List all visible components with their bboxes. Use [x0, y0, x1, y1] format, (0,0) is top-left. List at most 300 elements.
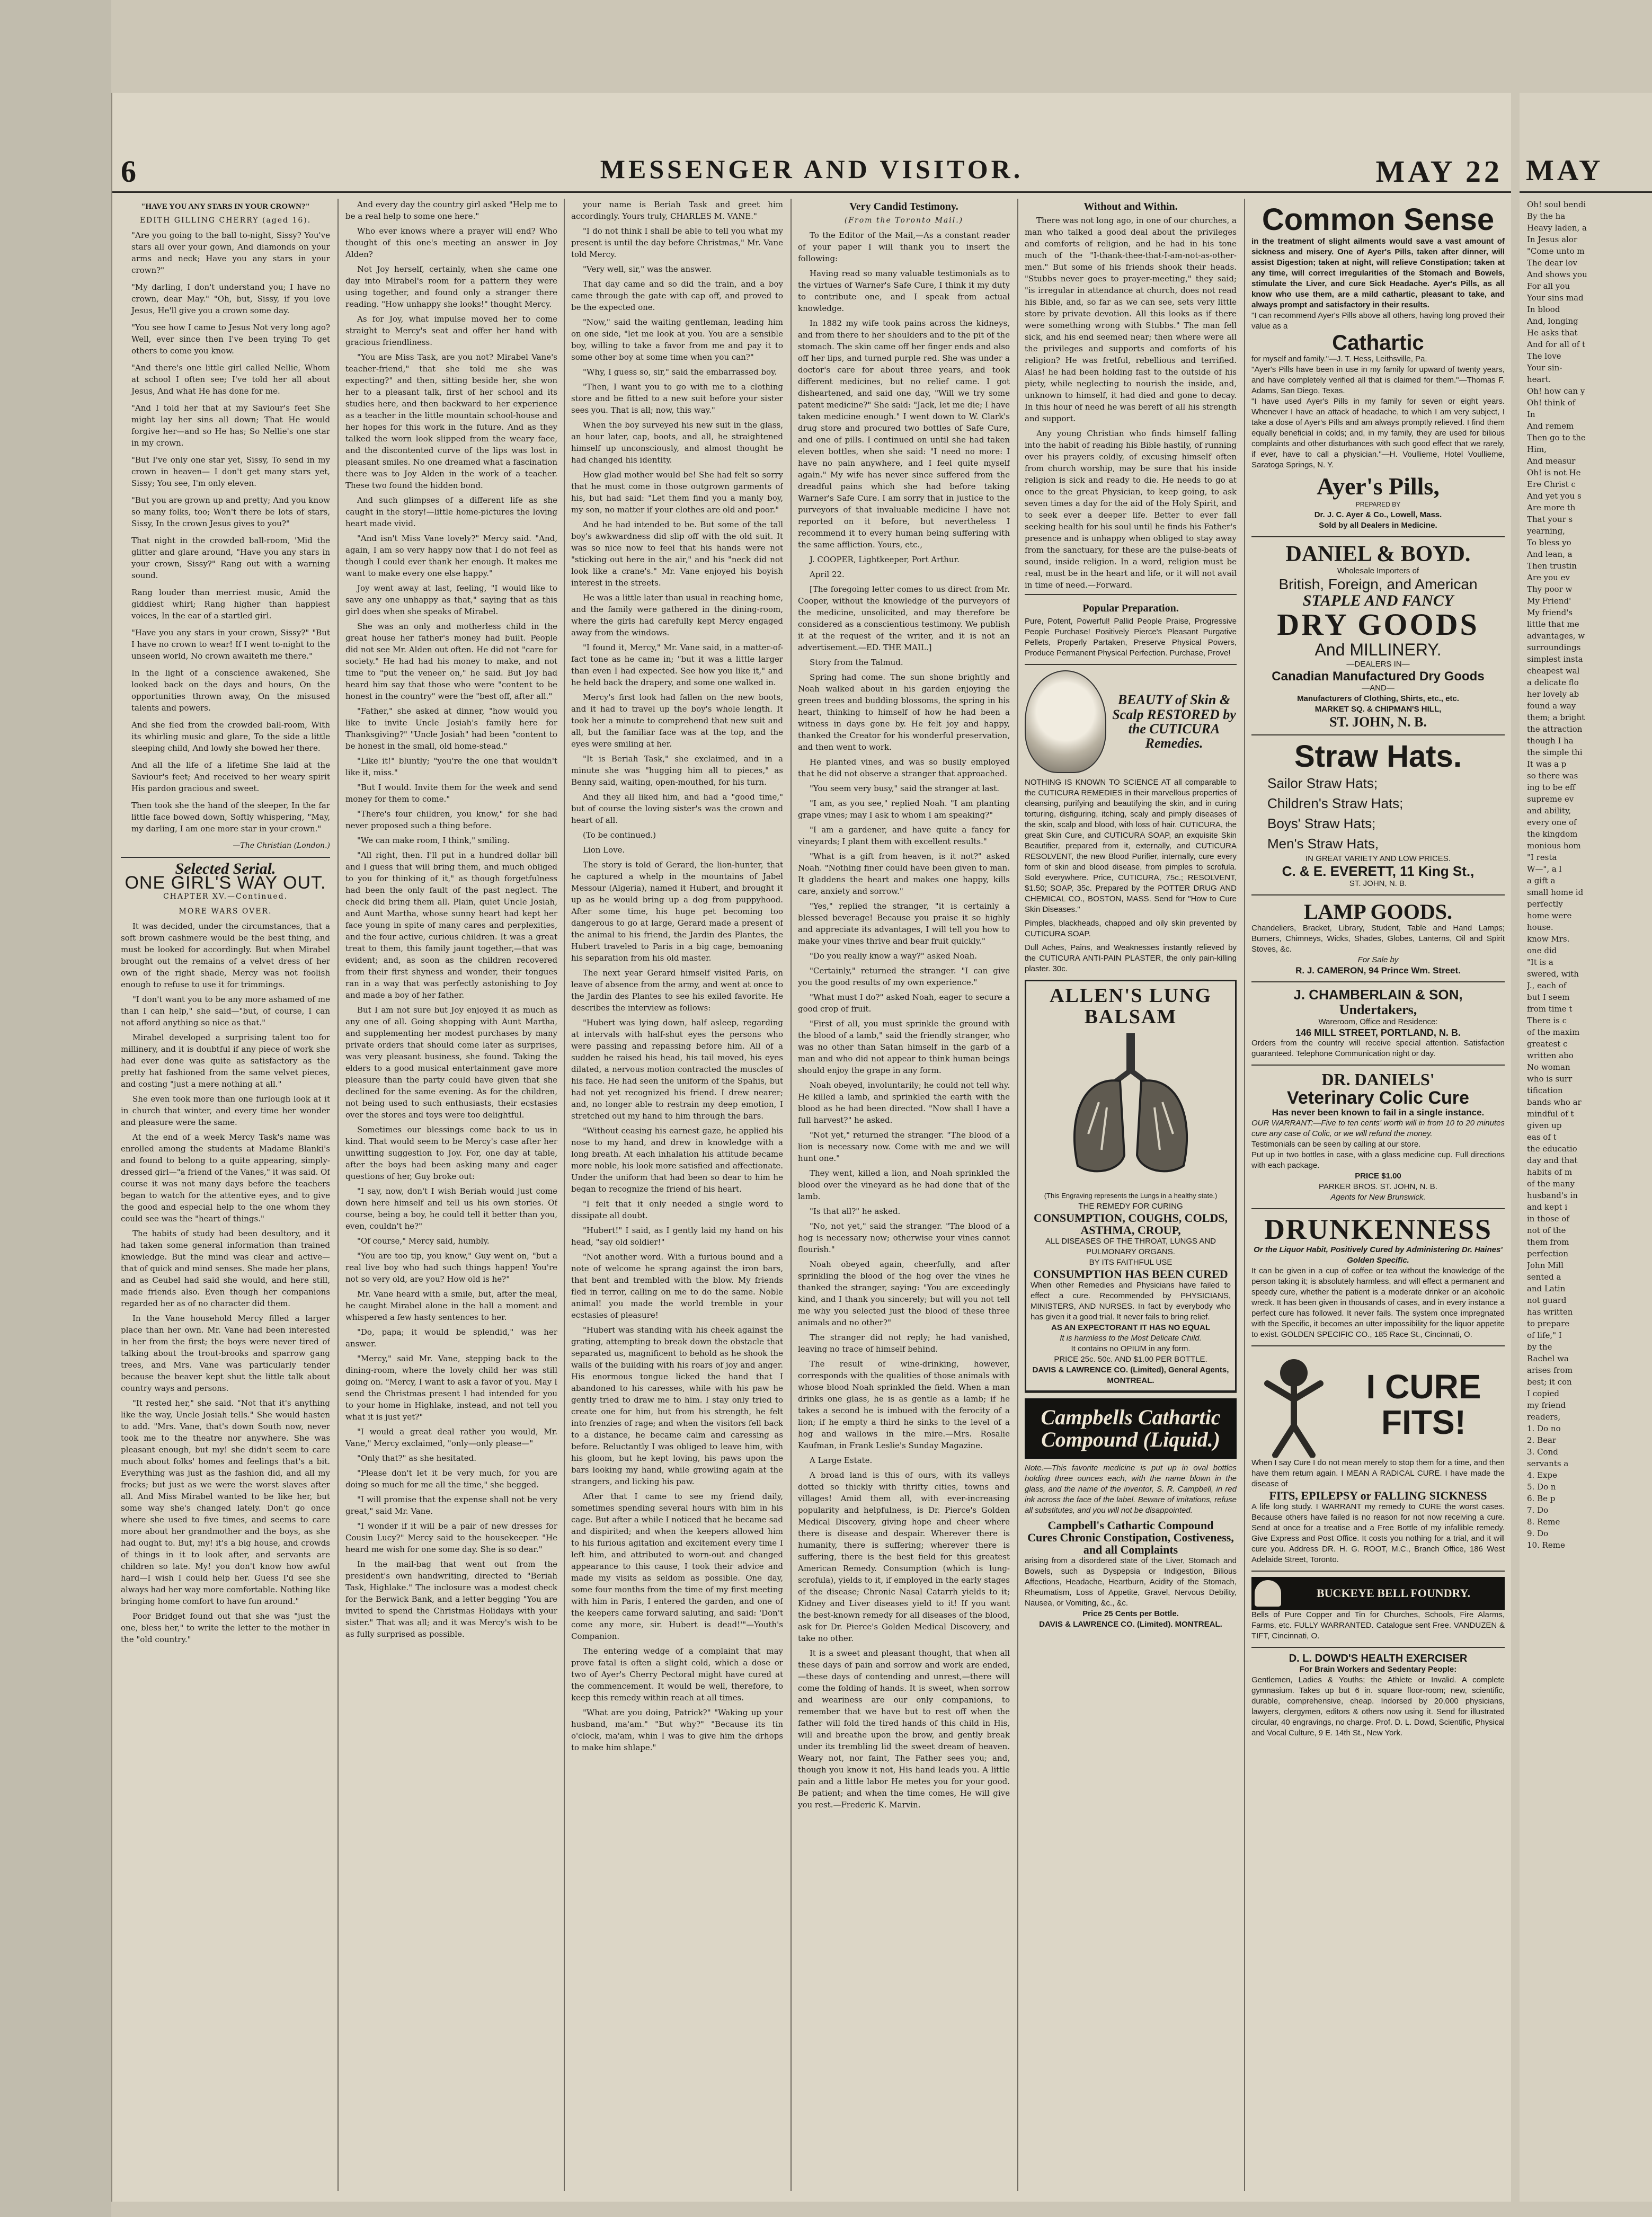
adjacent-text-line: And for all of t: [1527, 340, 1586, 349]
adjacent-text-line: the simple thi: [1527, 748, 1583, 757]
adjacent-text-line: Are more th: [1527, 503, 1576, 512]
adjacent-text-line: swered, with: [1527, 969, 1579, 979]
adjacent-text-line: them from: [1527, 1237, 1569, 1247]
paragraph: That day came and so did the train, and a boy came through the gate with cap off, and proved to be the expected one.: [571, 279, 783, 312]
campbells-heading: Campbells Cathartic Compound (Liquid.): [1041, 1405, 1221, 1452]
common-sense-text: in the treatment of slight ailments would save a vast amount of sickness and misery. One of Ayer's Pills, taken after dinner, will assist Digestion; taken at night, will relieve Constipation; taken at any time, will correct irregularities of the Stomach and Bowels, stimulate the Liver, and cure Sick Headache. Ayer's Pills, as all know who use them, are a mild cathartic, pleasant to take, and always prompt and satisfactory in their results.: [1251, 236, 1505, 309]
undertakers: Undertakers,: [1339, 1001, 1417, 1017]
adjacent-text-line: bands who ar: [1527, 1097, 1582, 1107]
straw-hat-item: Men's Straw Hats,: [1267, 836, 1379, 852]
paragraph: "You seem very busy," said the stranger at last.: [810, 784, 1000, 793]
adjacent-text-line: and ability,: [1527, 806, 1571, 815]
column-3: [571, 199, 783, 2191]
paragraph: After that I came to see my friend daily, sometimes spending several hours with him in his cage. But after a while I noticed that he became sad and dispirited; and when the keepers allowed him to his furious agitation and excitement every time I left him, and attributed to worn-out and changed appearance to this cause, I took their advice and made my visits as seldom as possible. One day, some four months from the time of my first meeting with him in Paris, I entered the garden, and one of the keepers came forward saluting, and said: 'Don't come any more, sir. Hubert is dead!'"—Youth's Companion.: [571, 1492, 783, 1641]
paragraph: Then took she the hand of the sleeper, In the far little face bowed down, Softly whispering, "May, my darling, I am one more star in your crown.": [131, 801, 330, 833]
adjacent-text-line: habits of m: [1527, 1167, 1573, 1177]
paragraph: They went, killed a lion, and Noah sprinkled the blood over the vineyard as he had done that of the lamb.: [798, 1168, 1010, 1201]
parker-bros: PARKER BROS. ST. JOHN, N. B.: [1319, 1182, 1437, 1192]
paragraph: "All right, then. I'll put in a hundred dollar bill and I guess that will bring them, and much obliged to you for thinking of it," as though forgetfulness had been the only fault of the past neglect. The check did bring them all. Plain, quiet Uncle Josiah, and Aunt Martha, whose sunny heart had kept her face young in spite of many cares and perplexities, and the four active, curious children. It was a great treat to them, this family jaunt together,—that was evident; and, as soon as the children recovered from their first shyness and wonder, their tongues ran in a way that was perfectly astonishing to Joy and made a boy of her father.: [345, 850, 557, 1000]
allens-remedy: THE REMEDY FOR CURING: [1078, 1201, 1183, 1211]
paragraph: "No, not yet," said the stranger. "The blood of a hog is necessary now; otherwise your vines cannot flourish.": [798, 1221, 1010, 1254]
allens-heading: ALLEN'S LUNG BALSAM: [1050, 985, 1212, 1028]
paragraph: "Not yet," returned the stranger. "The blood of a lion is necessary now. Come with me and we will hunt one.": [798, 1130, 1010, 1163]
adjacent-text-line: perfectly: [1527, 899, 1563, 909]
allens-lung-balsam-ad: [1025, 980, 1237, 1392]
paragraph: And all the life of a lifetime She laid at the Saviour's feet; And received to her weary spirit His pardon gracious and sweet.: [131, 760, 330, 793]
dr-daniels-sub: Veterinary Colic Cure: [1287, 1087, 1469, 1108]
everett-address: C. & E. EVERETT, 11 King St.,: [1282, 863, 1475, 880]
adjacent-text-line: No woman: [1527, 1062, 1570, 1072]
lamp-goods-text: Chandeliers, Bracket, Library, Student, Table and Hand Lamps; Burners, Chimneys, Wicks, Shades, Globes, Lanterns, Oil and Spirit Stoves, &c.: [1251, 924, 1505, 954]
adjacent-text-line: To bless yo: [1527, 538, 1571, 547]
adjacent-text-line: my friend: [1527, 1400, 1566, 1410]
adjacent-text-line: house.: [1527, 923, 1553, 932]
daniel-boyd-market: MARKET SQ. & CHIPMAN'S HILL,: [1315, 704, 1442, 714]
column-rule: [337, 199, 339, 2191]
allens-harmless: It is harmless to the Most Delicate Child.: [1060, 1334, 1202, 1343]
adjacent-text-line: And lean, a: [1527, 549, 1573, 559]
paragraph: "It is Beriah Task," she exclaimed, and in a minute she was "hugging him all to pieces," as Benny said, waiting, open-mouthed, for his turn.: [571, 754, 783, 787]
adjacent-text-line: small home id: [1527, 888, 1584, 897]
adjacent-text-line: know Mrs.: [1527, 934, 1570, 944]
adjacent-text-line: 9. Do: [1527, 1529, 1549, 1538]
paragraph: And they all liked him, and had a "good time," but of course the loving sister's was the crown and heart of all.: [571, 792, 783, 825]
adjacent-text-line: Rachel wa: [1527, 1354, 1569, 1363]
paragraph: April 22.: [810, 570, 845, 579]
adjacent-text-line: J., each of: [1527, 981, 1567, 990]
paragraph: "Mercy," said Mr. Vane, stepping back to the dining-room, where the lovely child her was still going on. "Mercy, I want to ask a favor of you. May I send the Christmas present I had intended for you to your home in Highlake, instead, and not tell you what it is just yet?": [345, 1354, 557, 1422]
paragraph: "I don't want you to be any more ashamed of me than I can help," she said—"but, of course, I can not afford anything so nice as that.": [121, 995, 330, 1027]
adjacent-text-line: He asks that: [1527, 328, 1578, 338]
paragraph: Any young Christian who finds himself falling into the habit of reading his Bible hastily, of running over his prayers coldly, of excusing himself often from church worship, may be sure that his inside religion is sick and ready to die. He needs to go at once to the great Physician, to keep going, to ask seven times a day for the aid of the Holy Spirit, and to seek ever a deeper life. Better to ever fall seeking health for his soul until he finds his Father's presence and is unhappy when obliged to stay away from the sanctuary, for these are the pulse-beats of sound, inside religion. In a word, religion must be real, must be in the heart and life, or it will not avail in time of need.—Forward.: [1025, 429, 1237, 590]
poem-title: "HAVE YOU ANY STARS IN YOUR CROWN?": [141, 202, 310, 211]
adjacent-text-line: them; a bright: [1527, 713, 1585, 722]
serial-title: ONE GIRL'S WAY OUT.: [125, 873, 326, 893]
adjacent-text-line: For all you: [1527, 281, 1570, 291]
column-rule: [1244, 199, 1245, 2191]
chapter-subheading: MORE WARS OVER.: [179, 907, 272, 916]
paragraph: As for Joy, what impulse moved her to come straight to Mercy's seat and offer her hand with gracious friendliness.: [345, 314, 557, 347]
adjacent-text-line: tification: [1527, 1086, 1563, 1095]
adjacent-text-line: best; it con: [1527, 1377, 1572, 1387]
adjacent-text-line: from time t: [1527, 1004, 1573, 1014]
dowd-heading: D. L. DOWD'S HEALTH EXERCISER: [1289, 1652, 1468, 1664]
adjacent-text-line: given up: [1527, 1121, 1562, 1130]
everett-city: ST. JOHN, N. B.: [1349, 879, 1407, 889]
straw-hat-item: Children's Straw Hats;: [1267, 795, 1404, 812]
allens-list: CONSUMPTION, COUGHS, COLDS, ASTHMA, CROUP,: [1033, 1211, 1228, 1237]
dr-daniels-ad: [1251, 1065, 1505, 1208]
allens-list-2: ALL DISEASES OF THE THROAT, LUNGS AND PULMONARY ORGANS.: [1045, 1236, 1216, 1256]
paragraph: But I am not sure but Joy enjoyed it as much as any one of all. Going shopping with Aunt Martha, and supplementing her modest purchases by many private orders that should come later as surprises, was very pleasant business, she found. Taking the elders to a good musical entertainment gave more pleasure than the party could have given that she declined for the same evening. As for the children, not being used to such enthusiasts, their ecstasies over the stores and toys were too delightful.: [345, 1005, 557, 1120]
cuticura-ad: [1025, 664, 1237, 980]
paragraph: "Please don't let it be very much, for you are doing so much for me all the time," she begged.: [345, 1468, 557, 1489]
adjacent-text-line: a gift a: [1527, 876, 1556, 885]
paragraph: To the Editor of the Mail,—As a constant reader of your paper I will thank you to insert the following:: [798, 230, 1010, 263]
paragraph: "I felt that it only needed a single word to dissipate all doubt.: [571, 1199, 783, 1220]
paragraph: And every day the country girl asked "Help me to be a real help to some one here.": [345, 200, 557, 221]
straw-hats-variety: IN GREAT VARIETY AND LOW PRICES.: [1305, 854, 1451, 864]
i-cure-fits-ad: [1251, 1345, 1505, 1571]
adjacent-text-line: 3. Cond: [1527, 1447, 1558, 1457]
paragraph: "And isn't Miss Vane lovely?" Mercy said. "And, again, I am so very happy now that I do not feel as though I could ever thank her enough. It makes me want to make every one else happy.": [345, 534, 557, 578]
paragraph: "I do not think I shall be able to tell you what my present is until the day before Christmas," Mr. Vane told Mercy.: [571, 226, 783, 259]
adjacent-text-line: sented a: [1527, 1272, 1561, 1282]
paragraph: "You are too tip, you know," Guy went on, "but a real live boy who had such things happen! You're not so very old, are you? How old is he?": [345, 1251, 557, 1284]
chamberlain-wareroom: Wareroom, Office and Residence:: [1318, 1017, 1438, 1026]
paragraph: In the mail-bag that went out from the president's own handwriting, directed to "Beriah Task, Highlake." The inclosure was a modest check for the Berwick Bank, and a letter begging "You are invited to spend the Christmas Holidays with your sister." That was all; and it was Mercy's wish to be as fully surprised as possible.: [345, 1559, 557, 1639]
adjacent-text-line: My Friend': [1527, 596, 1571, 606]
chamberlain-orders: Orders from the country will receive special attention. Satisfaction guaranteed. Telephone Communication night or day.: [1251, 1038, 1505, 1058]
poem: [121, 229, 330, 835]
popular-preparation-ad: [1025, 594, 1237, 664]
adjacent-text-line: the attraction: [1527, 724, 1583, 734]
parker-agents: Agents for New Brunswick.: [1330, 1193, 1426, 1202]
drunkenness-heading: DRUNKENNESS: [1264, 1213, 1493, 1246]
paragraph: "Very well, sir," was the answer.: [583, 264, 712, 274]
paragraph: "Do, papa; it would be splendid," was her answer.: [345, 1327, 557, 1349]
chamberlain-heading: J. CHAMBERLAIN & SON,: [1293, 987, 1463, 1003]
paragraph: He planted vines, and was so busily employed that he did not observe a stranger that approached.: [798, 757, 1010, 778]
paragraph: your name is Beriah Task and greet him accordingly. Yours truly, CHARLES M. VANE.": [571, 200, 783, 221]
campbells-note: Note.—This favorite medicine is put up in oval bottles holding three ounces each, with the name blown in the glass, and the name of the inventor, S. R. Campbell, in red ink across the face of the label. Beware of imitations, refuse all substitutes, and you will not be disappointed.: [1025, 1464, 1237, 1515]
paragraph: Noah obeyed, involuntarily; he could not tell why. He killed a lamb, and sprinkled the earth with the blood as he had been directed. "Now shall I have a full harvest?" he asked.: [798, 1080, 1010, 1125]
paragraph: Mercy's first look had fallen on the new boots, and it had to travel up the boy's whole length. It took her a minute to comprehend that new suit and all, but the familiar face was at the top, and the eyes were smiling at her.: [571, 693, 783, 749]
adjacent-text-line: eas of t: [1527, 1132, 1557, 1142]
adjacent-text-line: 4. Expe: [1527, 1470, 1557, 1480]
adjacent-text-line: written abo: [1527, 1051, 1574, 1060]
paragraph: The stranger did not reply; he had vanished, leaving no trace of himself behind.: [798, 1333, 1010, 1354]
adjacent-text-line: not guard: [1527, 1296, 1567, 1305]
adjacent-text-line: so there was: [1527, 771, 1578, 781]
adjacent-text-line: Then trustin: [1527, 561, 1577, 571]
adjacent-text-line: supreme ev: [1527, 794, 1574, 804]
adjacent-text-line: the kingdom: [1527, 829, 1578, 839]
adjacent-text-line: 6. Be p: [1527, 1494, 1556, 1503]
adjacent-text-line: one did: [1527, 946, 1557, 955]
paragraph: "You are Miss Task, are you not? Mirabel Vane's teacher-friend," that she told me she was expecting?" and then, sitting beside her, she won her to a pleasant talk, first of her school and its studies here, and then backward to her experience as a teacher in the little mountain school-house and her hopes for this work in the future. And as they talked the worn look slipped from the weary face, and the discontented curve of the lips was lost in pleasant smiles. No one dreamed what a fascination there was to Joy Alden in the work of a teacher. These two found the hidden bond.: [345, 352, 557, 490]
adjacent-text-line: perfection: [1527, 1249, 1568, 1258]
cuticura-heading: BEAUTY of Skin & Scalp RESTORED by the CUTICURA Remedies.: [1112, 692, 1236, 751]
dr-daniels-testimonials: Testimonials can be seen by calling at our store.: [1251, 1140, 1421, 1149]
allens-opium: It contains no OPIUM in any form.: [1071, 1344, 1191, 1354]
adjacent-text-line: by the: [1527, 1342, 1552, 1352]
straw-hats-ad: [1251, 734, 1505, 894]
campbells-heading-2: Campbell's Cathartic Compound: [1047, 1519, 1214, 1532]
column-6-ads: [1251, 199, 1505, 2191]
i-cure-fits-fits: FITS, EPILEPSY or FALLING SICKNESS: [1269, 1488, 1487, 1502]
paragraph: A broad land is this of ours, with its valleys dotted so thickly with thrifty cities, towns and villages! Amid them all, with ever-increasing popularity and helpfulness, is Dr. Pierce's Golden Medical Discovery, giving hope and cheer where there is disease and despair. Wherever there is humanity, there is suffering; wherever there is suffering, there is the best field for this greatest American Remedy. Consumption (which is lung-scrofula), yields to it, if employed in the early stages of the disease; Chronic Nasal Catarrh yields to it; Kidney and Liver diseases yield to it! If you want the best-known remedy for all diseases of the blood, ask for Dr. Pierce's Golden Medical Discovery, and take no other.: [798, 1470, 1010, 1643]
paragraph: Story from the Talmud.: [810, 658, 903, 667]
dr-daniels-known: Has never been known to fail in a single instance.: [1272, 1107, 1485, 1118]
paragraph: Noah obeyed again, cheerfully, and after sprinkling the blood of the hog over the vines he thanked the stranger, saying: "You are exceedingly kind, and I thank you sincerely; but will you not tell me why you selected just the blood of these three animals and no other?": [798, 1260, 1010, 1327]
cuticura-text: NOTHING IS KNOWN TO SCIENCE AT all comparable to the CUTICURA REMEDIES in their marvellous properties of cleansing, purifying and beautifying the skin, and in curing torturing, disfiguring, itching, scaly and pimply diseases of the skin, scalp and blood, with loss of hair. CUTICURA, the great Skin Cure, and CUTICURA SOAP, an exquisite Skin Beautifier, prepared from it, externally, and CUTICURA RESOLVENT, the new Blood Purifier, internally, cure every form of skin and blood disease, from pimples to scrofula. Sold everywhere. Price, CUTICURA, 75c.; RESOLVENT, $1.50; SOAP, 35c. Prepared by the POTTER DRUG AND CHEMICAL CO., BOSTON, MASS. Send for "How to Cure Skin Diseases.": [1025, 778, 1237, 914]
adjacent-text-line: The love: [1527, 351, 1561, 361]
campbells-cures: Cures Chronic Constipation, Costiveness, and all Complaints: [1027, 1531, 1234, 1557]
drunkenness-text: It can be given in a cup of coffee or tea without the knowledge of the person taking it; is absolutely harmless, and will effect a permanent and speedy cure, whether the patient is a moderate drinker or an alcoholic wreck. It has been given in thousands of cases, and in every instance a perfect cure has followed. It never fails. The system once impregnated with the Specific, it becomes an utter impossibility for the liquor appetite to exist. GOLDEN SPECIFIC CO., 185 Race St., Cincinnati, O.: [1251, 1266, 1505, 1339]
common-sense-quote-3: "Ayer's Pills have been in use in my family for upward of twenty years, and have completely verified all that is claimed for them."—Thomas F. Adams, San Diego, Texas.: [1251, 365, 1505, 395]
paragraph: And he had intended to be. But some of the tall boy's awkwardness did slip off with the old suit. It was so nice now to feel that his hands were not "sticking out here in the air," and his "neck did not look like a crane's." Mr. Vane enjoyed his boyish interest in the streets.: [571, 520, 783, 588]
paragraph: "You see how I came to Jesus Not very long ago? Well, ever since then I've been trying To get others to come you know.: [131, 323, 330, 356]
adjacent-text-line: Oh! soul bendi: [1527, 200, 1586, 209]
paragraph: [The foregoing letter comes to us direct from Mr. Cooper, without the knowledge of the purveyors of the medicine, unsolicited, and may therefore be considered as a conscientious testimony. We publish it at the request of the writer, and it is not an advertisement.—ED. THE MAIL.]: [798, 584, 1010, 652]
paragraph: Who ever knows where a prayer will end? Who thought of this one's meeting an answer in Joy Alden?: [345, 226, 557, 259]
daniel-boyd-sub: Wholesale Importers of: [1337, 566, 1419, 576]
paragraph: Joy went away at last, feeling, "I would like to save any one unhappy as that," saying that as this girl does when she speaks of Mirabel.: [345, 583, 557, 616]
dr-daniels-heading: DR. DANIELS': [1321, 1069, 1435, 1089]
paragraph: In the Vane household Mercy filled a larger place than her own. Mr. Vane had been interested in her from the first; the boys were never tired of talking about the trout-brooks and sparrow gang trees, and Mrs. Vane was particularly tender because the beaver kept shut the little talk about country ways and persons.: [121, 1314, 330, 1393]
adjacent-text-line: Oh! is not He: [1527, 468, 1581, 477]
ayers-prepared: PREPARED BY: [1355, 501, 1401, 509]
adjacent-text-line: And measur: [1527, 456, 1576, 466]
daniel-boyd-dry-goods: DRY GOODS: [1277, 607, 1479, 642]
daniel-boyd-heading: DANIEL & BOYD.: [1285, 542, 1471, 567]
adjacent-text-line: mindful of t: [1527, 1109, 1574, 1119]
paragraph: (To be continued.): [583, 830, 656, 840]
adjacent-text-line: servants a: [1527, 1459, 1569, 1468]
campbells-ad: [1025, 1392, 1237, 1635]
daniel-boyd-brit: British, Foreign, and American: [1278, 576, 1478, 593]
paragraph: There was not long ago, in one of our churches, a man who talked a good deal about the privileges and comforts of religion, and he had in his tone much of the "I-thank-thee-that-I-am-not-as-other-men." But some of his friends shook their heads. "Stubbs never goes to prayer-meeting," they said; "is irregular in attendance at church, does not read his Bible, and, so far as we can see, sets very little store by private devotion. All this looks as if there were something wrong with Stubbs." The man fell sick, and his end seemed near; then where were all the privileges and supports and comforts of his religion? He was fretful, rebellious and terrified. Alas! he had been holding fast to the outside of his piety, while neglecting to nourish the inside, and, unknown to himself, it had died and gone to decay. In this hour of need he was bereft of all his strength and support.: [1025, 216, 1237, 423]
paragraph: "Without ceasing his earnest gaze, he applied his nose to my hand, and drew in knowledge with a long breath. At each inhalation his attitude became more noble, his look more satisfied and affectionate. Under the uniform that had been so dear to him he began to recognize the friend of his heart.: [571, 1126, 783, 1194]
adjacent-text-line: though I ha: [1527, 736, 1574, 746]
figure-illustration-icon: [1251, 1352, 1336, 1458]
adjacent-text-line: readers,: [1527, 1412, 1561, 1422]
column-4: [798, 199, 1010, 2191]
paragraph: Mr. Vane heard with a smile, but, after the meal, he caught Mirabel alone in the hall a moment and whispered a few hasty sentences to her.: [345, 1289, 557, 1322]
ayers-pills-heading: Ayer's Pills,: [1317, 472, 1440, 500]
paragraph: "First of all, you must sprinkle the ground with the blood of a lamb," said the friendly stranger, who was no other than Satan himself in the garb of a man and who did not appear to think human beings should enjoy the grape in any form.: [798, 1019, 1010, 1075]
adjacent-text-line: heart.: [1527, 375, 1551, 384]
paragraph: "Why, I guess so, sir," said the embarrassed boy.: [583, 367, 777, 377]
paragraph: "Not another word. With a furious bound and a note of welcome he sprang against the iron bars, that bent and trembled with the blow. My friends fled in terror, calling on me to do the same. Noble animal! you made the world tremble in your ecstasies of pleasure!: [571, 1252, 783, 1320]
adjacent-text-line: Then go to the: [1527, 433, 1586, 442]
buckeye-text: Bells of Pure Copper and Tin for Churches, Schools, Fire Alarms, Farms, etc. FULLY WARRANTED. Catalogue sent Free. VANDUZEN & TIFT, Cincinnati, O.: [1251, 1610, 1505, 1640]
paragraph: "Hubert was lying down, half asleep, regarding at intervals with half-shut eyes the persons who were passing and repassing before him. All of a sudden he raised his head, his tail moved, his eyes dilated, a nervous motion contracted the muscles of his face. He had seen the uniform of the Spahis, but had not yet recognized his friend. I drew nearer; and, no longer able to restrain my deep emotion, I stretched out my hand to him through the bars.: [571, 1018, 783, 1121]
adjacent-text-line: not of the: [1527, 1226, 1566, 1235]
dowd-text: Gentlemen, Ladies & Youths; the Athlete or Invalid. A complete gymnasium. Takes up but 6 in. square floor-room; new, scientific, durable, comprehensive, cheap. Indorsed by 20,000 physicians, lawyers, clergymen, editors & others now using it. Send for illustrated circular, 40 engravings, no charge. Prof. D. L. Dowd, Scientific, Physical and Vocal Culture, 9 E. 14th St., New York.: [1251, 1675, 1505, 1737]
cathartic-heading: Cathartic: [1332, 331, 1424, 354]
common-sense-heading: Common Sense: [1262, 202, 1495, 237]
adjacent-text-line: who is surr: [1527, 1074, 1573, 1084]
daniel-boyd-staple: STAPLE AND FANCY: [1302, 591, 1454, 609]
adjacent-text-line: 8. Reme: [1527, 1517, 1560, 1527]
adjacent-text-line: simplest insta: [1527, 654, 1583, 664]
section-heading: Selected Serial.: [175, 860, 276, 877]
daniel-boyd-millinery: And MILLINERY.: [1315, 640, 1442, 660]
dr-daniels-warrant: OUR WARRANT:—Five to ten cents' worth will in from 10 to 20 minutes cure any case of Colic, or we will refund the money.: [1251, 1119, 1505, 1139]
adjacent-text-line: of the maxim: [1527, 1027, 1580, 1037]
adjacent-text-line: to prepare: [1527, 1319, 1570, 1328]
paragraph: "But I would. Invite them for the week and send money for them to come.": [345, 783, 557, 804]
allens-faith: BY ITS FAITHFUL USE: [1089, 1257, 1173, 1267]
article-text: [1025, 215, 1237, 591]
paragraph: In 1882 my wife took pains across the kidneys, and from there to her shoulders and to the pit of the stomach. The skin came off her finger ends and also off her lips, and turned purple red. She was under a doctor's care for about three years, and took different medicines, but no relief came. I got disheartened, and said one day, "Will we try some patent medicine?" She said: "Jack, let me die; I have taken medicine enough." I went down to W. Clark's drug store and procured two bottles of Safe Cure, and one of pills. I continued on until she had taken eleven bottles, when she said: "I need no more: I have no pain anywhere, and I feel quite myself again." My wife has never since suffered from the dreadful pains which she had before taking Warner's Safe Cure. I am sorry that in justice to the purveyors of that invaluable medicine I have not reported on it before, but nevertheless I recommend it to every human being suffering with the same affliction. Yours, etc.,: [798, 318, 1010, 549]
paragraph: "I would a great deal rather you would, Mr. Vane," Mercy exclaimed, "only—only please—": [345, 1427, 557, 1448]
serial-text-continued: [345, 199, 557, 1640]
lamp-goods-sale: For Sale by: [1357, 955, 1399, 965]
allens-price: PRICE 25c. 50c. AND $1.00 PER BOTTLE.: [1054, 1355, 1207, 1364]
adjacent-text-line: Oh! think of: [1527, 398, 1576, 407]
adjacent-text-line: of the many: [1527, 1179, 1575, 1189]
adjacent-text-line: of life," I: [1527, 1331, 1562, 1340]
adjacent-text-line: surroundings: [1527, 643, 1581, 652]
paragraph: J. COOPER, Lightkeeper, Port Arthur.: [810, 555, 960, 564]
i-cure-fits-heading: I CURE FITS!: [1366, 1367, 1481, 1441]
paragraph: Rang louder than merriest music, Amid the giddiest whirl; Rang higher than happiest voices, In the ear of a startled girl.: [131, 588, 330, 620]
paragraph: "I found it, Mercy," Mr. Vane said, in a matter-of-fact tone as he came in; "but it was a little larger than even I had expected. See how you like it," and he held back the drapery, and some one walked in.: [571, 643, 783, 687]
chapter-heading: CHAPTER XV.—Continued.: [163, 892, 288, 901]
paragraph: "What is a gift from heaven, is it not?" asked Noah. "Nothing finer could have been given to man. It gladdens the heart and makes one happy, kills care, anxiety and sorrow.": [798, 852, 1010, 896]
paragraph: Lion Love.: [583, 845, 625, 855]
paragraph: "Yes," replied the stranger, "it is certainly a blessed beverage! Because you praise it so highly and appreciate its advantages, I will tell you how to make your vines thrive and bear fruit quickly.": [798, 901, 1010, 946]
serial-text: [121, 920, 330, 1645]
paragraph: In the light of a conscience awakened, She looked back on the days and hours, On the opportunities thrown away, On the misused talents and powers.: [131, 668, 330, 713]
paragraph: That night in the crowded ball-room, 'Mid the glitter and glare around, "Have you any stars in your crown, Sissy?" Rang out with a warning sound.: [131, 536, 330, 580]
common-sense-quote-4: "I have used Ayer's Pills in my family for seven or eight years. Whenever I have an attack of headache, to which I am very subject, I take a dose of Ayer's Pills and am always promptly relieved. I find them equally beneficial in colds; and, in my family, they are used for bilious complaints and other disturbances with such good effect that we rarely, if ever, have to call a physician."—H. Voullieme, Hotel Voullieme, Saratoga Springs, N. Y.: [1251, 396, 1505, 469]
adjacent-text-line: ing to be eff: [1527, 783, 1576, 792]
paragraph: It was decided, under the circumstances, that a soft brown cashmere would be the best thing, and must be looked for accordingly. But when Mirabel brought out the remains of a velvet dress of her own of the right shade, Mercy was not foolish enough to refuse to use it for trimmings.: [121, 921, 330, 989]
paragraph: "Like it!" bluntly; "you're the one that wouldn't like it, miss.": [345, 756, 557, 777]
dr-daniels-package: Put up in two bottles in case, with a glass medicine cup. Full directions with each package.: [1251, 1150, 1505, 1170]
bell-icon: [1255, 1580, 1281, 1607]
adjacent-text-line: 10. Reme: [1527, 1540, 1565, 1550]
daniel-boyd-dealers: —DEALERS IN—: [1346, 659, 1410, 669]
paragraph: She even took more than one furlough look at it in church that winter, and every time her wonder and pleasure were the same.: [121, 1094, 330, 1127]
paragraph: The entering wedge of a complaint that may prove fatal is often a slight cold, which a dose or two of Ayer's Cherry Pectoral might have cured at the commencement. It would be well, therefore, to keep this remedy within reach at all times.: [571, 1646, 783, 1702]
daniel-boyd-city: ST. JOHN, N. B.: [1329, 714, 1427, 730]
paragraph: "Have you any stars in your crown, Sissy?" "But I have no crown to wear! If I went to-night to the unseen world, No crown awaiteth me there.": [131, 628, 330, 661]
paragraph: "I will promise that the expense shall not be very great," said Mr. Vane.: [345, 1495, 557, 1516]
adjacent-text-line: the educatio: [1527, 1144, 1577, 1154]
adjacent-text-line: yearning,: [1527, 526, 1565, 536]
column-4-text: [798, 229, 1010, 1811]
column-2: [345, 199, 557, 2191]
page-number: 6: [121, 154, 136, 189]
adjacent-text-line: and kept i: [1527, 1202, 1568, 1212]
cuticura-note: Pimples, blackheads, chapped and oily skin prevented by CUTICURA SOAP.: [1025, 919, 1237, 938]
adjacent-text-line: And yet you s: [1527, 491, 1582, 501]
adjacent-text-line: In: [1527, 410, 1535, 419]
lungs-icon: [1051, 1028, 1210, 1187]
column-1: [121, 199, 330, 2191]
daniel-boyd-and: —AND—: [1362, 683, 1395, 693]
testimony-heading: Very Candid Testimony.: [849, 201, 958, 212]
paragraph: And she fled from the crowded ball-room, With its whirling music and glare, To the side a little sleeping child, And lowly she bowed her there.: [131, 720, 330, 753]
common-sense-quote-2: for myself and family."—J. T. Hess, Leithsville, Pa.: [1251, 354, 1427, 363]
adjacent-text-line: In blood: [1527, 305, 1560, 314]
issue-date: MAY 22: [1375, 154, 1503, 189]
adjacent-text-line: John Mill: [1527, 1261, 1564, 1270]
paragraph: The result of wine-drinking, however, corresponds with the qualities of those animals with whose blood Noah sprinkled the field. When a man drinks one glass, he is as gentle as a lamb; if he takes a second he is imbued with the ferocity of a lion; if he empty a third he sinks to the level of a hog and wallows in the mire.—Mrs. Rosalie Kaufman, in Frank Leslie's Sunday Magazine.: [798, 1359, 1010, 1450]
paper-title: MESSENGER AND VISITOR.: [600, 154, 1024, 184]
ayers-sold: Sold by all Dealers in Medicine.: [1319, 521, 1437, 530]
adjacent-text-line: "It is a: [1527, 957, 1553, 967]
adjacent-text-line: Ere Christ c: [1527, 480, 1576, 489]
paragraph: Spring had come. The sun shone brightly and Noah walked about in his garden enjoying the green trees and budding blossoms, the spring in his heart, thinking to himself of how he had been a witness in days gone by. He felt joy and happy, thanked the Creator for his wonderful preservation, and then went to work.: [798, 672, 1010, 752]
paragraph: "Hubert!" I said, as I gently laid my hand on his head, "say old soldier!": [571, 1226, 783, 1247]
adjacent-rule: [1520, 191, 1652, 193]
paragraph: It is a sweet and pleasant thought, that when all these days of pain and sorrow and work are ended,—these days of contending and unrest,—there will come the folding of hands. It is sweet, when sorrow and weariness are our only companions, to remember that we have but to rest off when the father will fold the tired hands of this child in His, will and breathe upon the brow, and gently break under its trembling lid the sweet dream of heaven. Weary not, nor faint, The Father sees you; and, though you know it not, His hand leads you. A little pain and a little labor He metes you for your good. Be patient; and when the time comes, He will give you rest.—Frederic K. Marvin.: [798, 1648, 1010, 1810]
chamberlain-ad: [1251, 981, 1505, 1065]
column-5: [1025, 199, 1237, 2191]
adjacent-page-date: MAY: [1526, 154, 1604, 187]
paragraph: "But you are grown up and pretty; And you know so many folks, too; Won't there be lots of stars, Sissy, In the crown Jesus gives to you?": [131, 495, 330, 528]
drunkenness-sub: Or the Liquor Habit, Positively Cured by Administering Dr. Haines' Golden Specific.: [1254, 1245, 1503, 1265]
paragraph: "Now," said the waiting gentleman, leading him on one side, "let me look at you. You are a sensible boy, willing to take a favor from me and pay it to some other boy at some time when you can?": [571, 317, 783, 362]
paragraph: "My darling, I don't understand you; I have no crown, dear May." "Oh, but, Sissy, if you love Jesus, He'll give you a crown some day.: [131, 282, 330, 315]
adjacent-text-line: And shows you: [1527, 270, 1587, 279]
paragraph: Not Joy herself, certainly, when she came one day into Mirabel's room for a pattern they were using together, and found only a stranger there reading. "How unhappy she looks!" thought Mercy.: [345, 264, 557, 309]
ad-text: Pure, Potent, Powerful! Pallid People Praise, Progressive People Purchase! Positively Pierce's Pleasant Purgative Pellets, Properly Partaken, Preserve Physical Powers, Produce Permanent Physical Perfection. Purchase, Prove!: [1025, 617, 1237, 658]
straw-hat-item: Boys' Straw Hats;: [1267, 815, 1376, 832]
adjacent-text-line: Oh! how can y: [1527, 386, 1585, 396]
adjacent-text-line: little that me: [1527, 619, 1579, 629]
allens-cured: CONSUMPTION HAS BEEN CURED: [1033, 1267, 1228, 1281]
paragraph: "Do you really know a way?" asked Noah.: [810, 951, 978, 961]
allens-caption: (This Engraving represents the Lungs in a healthy state.): [1044, 1191, 1218, 1200]
paragraph: "Are you going to the ball to-night, Sissy? You've stars all over your gown, And diamonds on your arms and neck; Have you any stars in your crown?": [131, 230, 330, 275]
paragraph: The next year Gerard himself visited Paris, on leave of absence from the army, and went at once to the Jardin des Plantes to see his exiled favorite. He describes the interview as follows:: [571, 968, 783, 1013]
adjacent-text-line: 2. Bear: [1527, 1435, 1557, 1445]
adjacent-text-line: 7. Do: [1527, 1505, 1549, 1515]
paragraph: "Is that all?" he asked.: [810, 1207, 901, 1216]
adjacent-text-line: but I seem: [1527, 992, 1570, 1002]
paragraph: Poor Bridget found out that she was "just the one, bless her," to write the letter to the mother in the "old country.": [121, 1611, 330, 1644]
poem-credit: —The Christian (London.): [233, 841, 330, 850]
column-rule: [564, 199, 565, 2191]
article-heading: Without and Within.: [1083, 201, 1178, 212]
paragraph: And such glimpses of a different life as she caught in the story!—little home-pictures the loving heart made vivid.: [345, 495, 557, 528]
paragraph: "I wonder if it will be a pair of new dresses for Cousin Lucy?" Mercy said to the housekeeper. "He heard me wish for one some day. She is so dear.": [345, 1521, 557, 1554]
adjacent-text-line: Him,: [1527, 445, 1547, 454]
campbells-price: Price 25 Cents per Bottle.: [1082, 1609, 1179, 1619]
dowd-sub: For Brain Workers and Sedentary People:: [1299, 1664, 1457, 1674]
campbells-agent: DAVIS & LAWRENCE CO. (Limited). MONTREAL.: [1039, 1620, 1222, 1629]
adjacent-text-line: In Jesus alor: [1527, 235, 1578, 244]
adjacent-text-line: day and that: [1527, 1156, 1578, 1165]
adjacent-text-line: greatest c: [1527, 1039, 1568, 1049]
adjacent-text-line: arises from: [1527, 1365, 1573, 1375]
paragraph: "Hubert was standing with his cheek against the grating, attempting to break down the obstacle that separated us, magnificent to behold as he shook the walls of the building with his roars of joy and anger. His enormous tongue licked the hand that I abandoned to his caresses, while with his paw he gently tried to draw me to him. I stay only tried to create one for him, but from his strength, he felt into frenzies of rage; and when the visitors fell back to a distance, he became calm and caressing as before. Reluctantly I was obliged to leave him, with his gloom, but he kept loving, his paws upon the bars looking my hand, while growling again at the strangers, and licking his paw.: [571, 1325, 783, 1486]
adjacent-text-line: Your sins mad: [1527, 293, 1584, 303]
adjacent-text-line: found a way: [1527, 701, 1576, 711]
campbells-text: arising from a disordered state of the Liver, Stomach and Bowels, such as Dyspepsia or Indigestion, Bilious Affections, Headache, Heartburn, Acidity of the Stomach, Rheumatism, Loss of Appetite, Gravel, Nervous Debility, Nausea, or Vomiting, &c., &c.: [1025, 1556, 1237, 1608]
paragraph: How glad mother would be! She had felt so sorry that he must come in those outgrown garments of his, but had said: "Let them find you a manly boy, my son, no matter if your clothes are old and poor.": [571, 470, 783, 515]
adjacent-text-line: Thy poor w: [1527, 584, 1573, 594]
scan-left-margin: [0, 0, 111, 2217]
paragraph: "And there's one little girl called Nellie, Whom at school I often see; I've told her all about Jesus, And what He has done for me.: [131, 363, 330, 396]
adjacent-text-line: and Latin: [1527, 1284, 1566, 1293]
masthead: [112, 154, 1511, 192]
ayers-company: Dr. J. C. Ayer & Co., Lowell, Mass.: [1314, 510, 1442, 520]
lamp-goods-heading: LAMP GOODS.: [1303, 900, 1453, 924]
paragraph: Sometimes our blessings come back to us in kind. That would seem to be Mercy's case after her unwitting suggestion to Joy. For, one day at table, after the boys had been asking many and eager questions of her, Guy broke out:: [345, 1125, 557, 1181]
paragraph: When the boy surveyed his new suit in the glass, an hour later, cap, boots, and all, he straightened himself up unconsciously, and almost thought he had changed his identity.: [571, 420, 783, 465]
lamp-goods-ad: [1251, 894, 1505, 981]
allens-text: When other Remedies and Physicians have failed to effect a cure. Recommended by PHYSICIANS, MINISTERS, AND NURSES. In fact by everybody who has given it a good trial. It never fails to bring relief.: [1031, 1281, 1231, 1322]
allens-agent: DAVIS & LAWRENCE CO. (Limited), General Agents, MONTREAL.: [1032, 1365, 1229, 1386]
paragraph: "But I've only one star yet, Sissy, To send in my crown in heaven— I don't get many stars yet, Sissy; You see, I'm only eleven.: [131, 455, 330, 488]
adjacent-text-line: That your s: [1527, 515, 1573, 524]
adjacent-text-line: Heavy laden, a: [1527, 223, 1587, 233]
adjacent-text-line: By the ha: [1527, 211, 1566, 221]
adjacent-text-line: advantages, w: [1527, 631, 1585, 641]
dowd-exerciser-ad: [1251, 1647, 1505, 1744]
allens-expectorant: AS AN EXPECTORANT IT HAS NO EQUAL: [1051, 1323, 1211, 1333]
paragraph: "Only that?" as she hesitated.: [357, 1453, 476, 1463]
i-cure-fits-text-2: A life long study. I WARRANT my remedy to CURE the worst cases. Because others have failed is no reason for not now receiving a cure. Send at once for a treatise and a Free Bottle of my infallible remedy. Give Express and Post Office. It costs you nothing for a trial, and it will cure you. Address DR. H. G. ROOT, M.C., Branch Office, 186 West Adelaide Street, Toronto.: [1251, 1502, 1505, 1564]
